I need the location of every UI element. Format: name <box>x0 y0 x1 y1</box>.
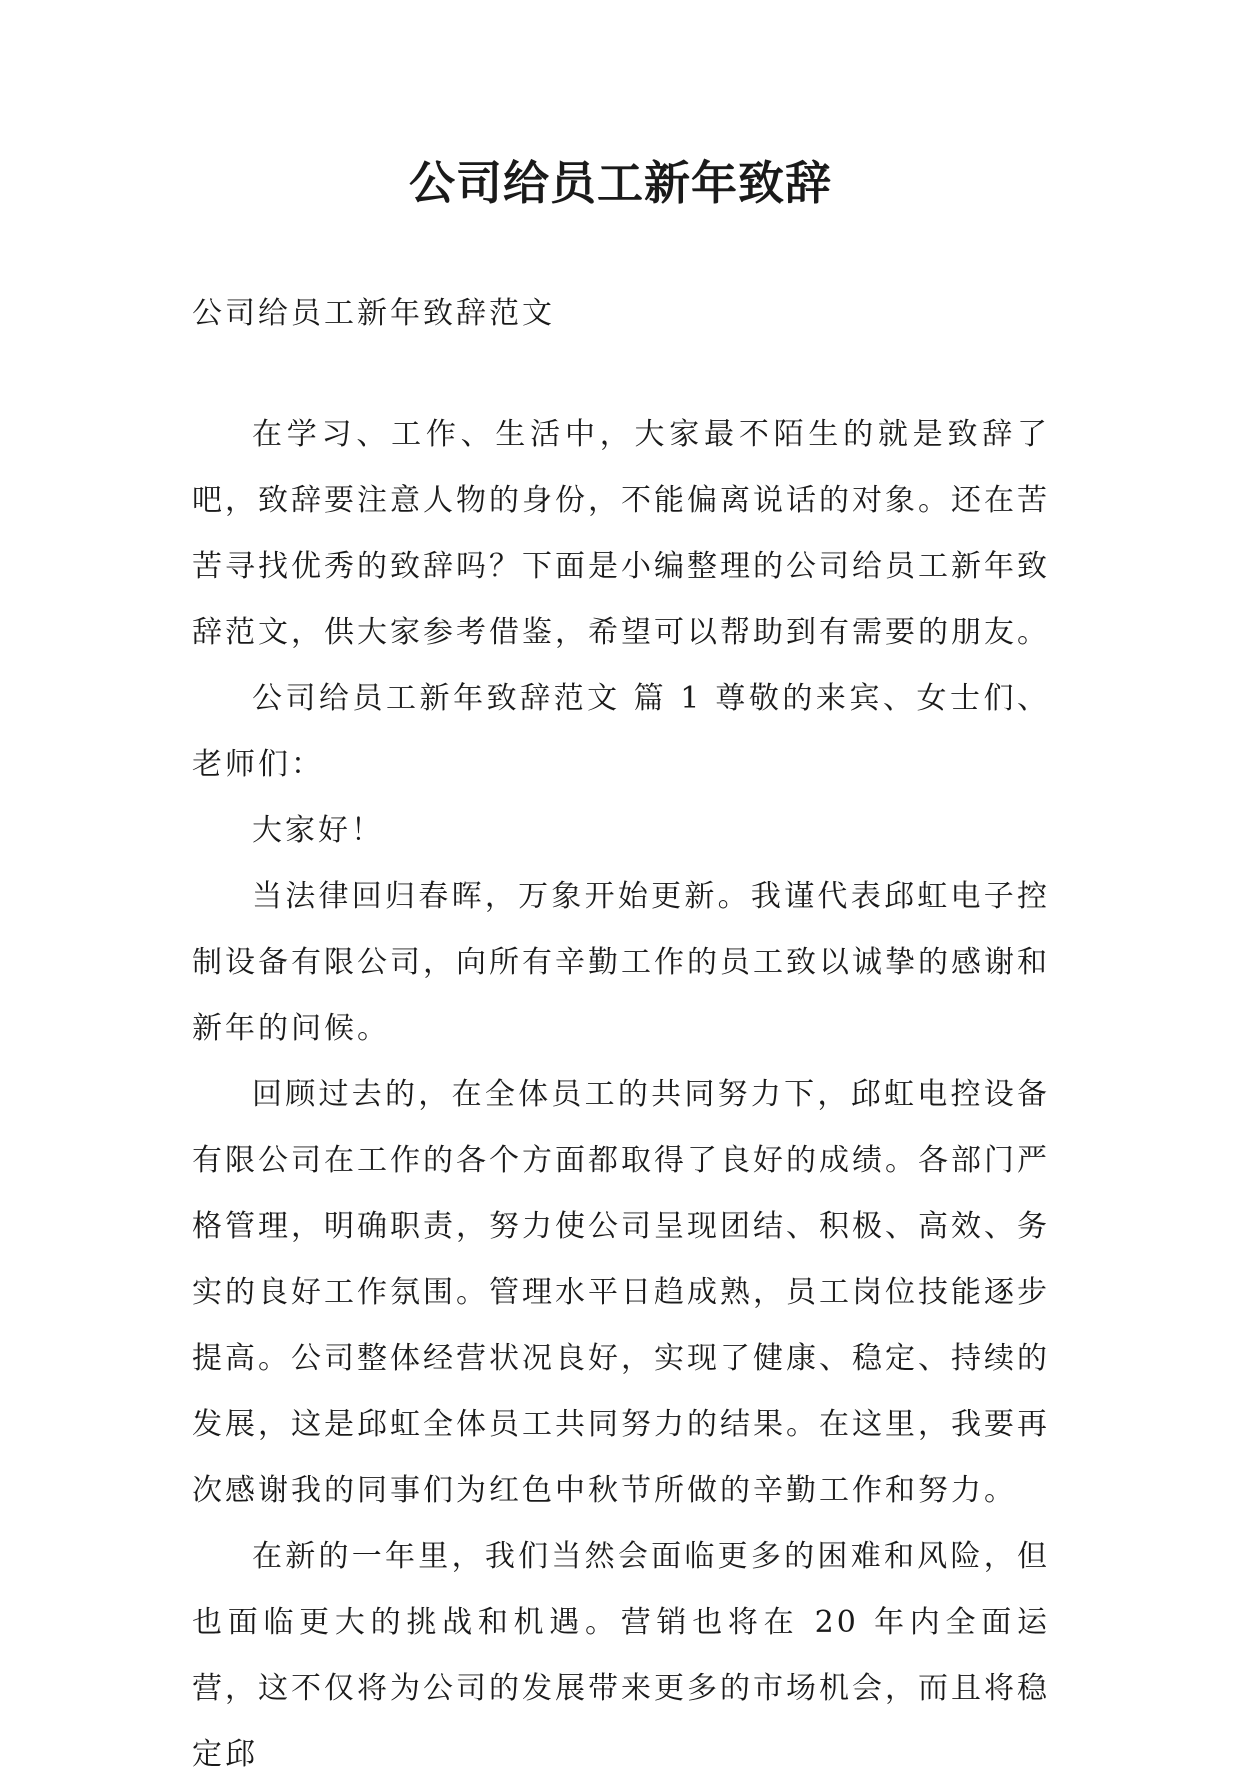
paragraph-salutation: 公司给员工新年致辞范文 篇 1 尊敬的来宾、女士们、老师们： <box>192 681 1050 782</box>
paragraph-outlook: 在新的一年里，我们当然会面临更多的困难和风险，但也面临更大的挑战和机遇。营销也将在 20 年内全面运营，这不仅将为公司的发展带来更多的市场机会，而且将稳定邱 <box>192 1539 1050 1772</box>
paragraph-greeting: 大家好！ <box>252 813 384 848</box>
paragraph-thanks: 当法律回归春晖，万象开始更新。我谨代表邱虹电子控制设备有限公司，向所有辛勤工作的员工致以诚挚的感谢和新年的问候。 <box>192 879 1050 1046</box>
paragraph-intro: 在学习、工作、生活中，大家最不陌生的就是致辞了吧，致辞要注意人物的身份，不能偏离说话的对象。还在苦苦寻找优秀的致辞吗？下面是小编整理的公司给员工新年致辞范文，供大家参考借鉴，希望可以帮助到有需要的朋友。 <box>192 417 1050 650</box>
document-subtitle: 公司给员工新年致辞范文 <box>192 296 555 331</box>
document-title: 公司给员工新年致辞 <box>409 156 832 210</box>
document-body <box>192 402 1050 1788</box>
paragraph-review: 回顾过去的，在全体员工的共同努力下，邱虹电控设备有限公司在工作的各个方面都取得了良好的成绩。各部门严格管理，明确职责，努力使公司呈现团结、积极、高效、务实的良好工作氛围。管理水平日趋成熟，员工岗位技能逐步提高。公司整体经营状况良好，实现了健康、稳定、持续的发展，这是邱虹全体员工共同努力的结果。在这里，我要再次感谢我的同事们为红色中秋节所做的辛勤工作和努力。 <box>192 1077 1050 1508</box>
